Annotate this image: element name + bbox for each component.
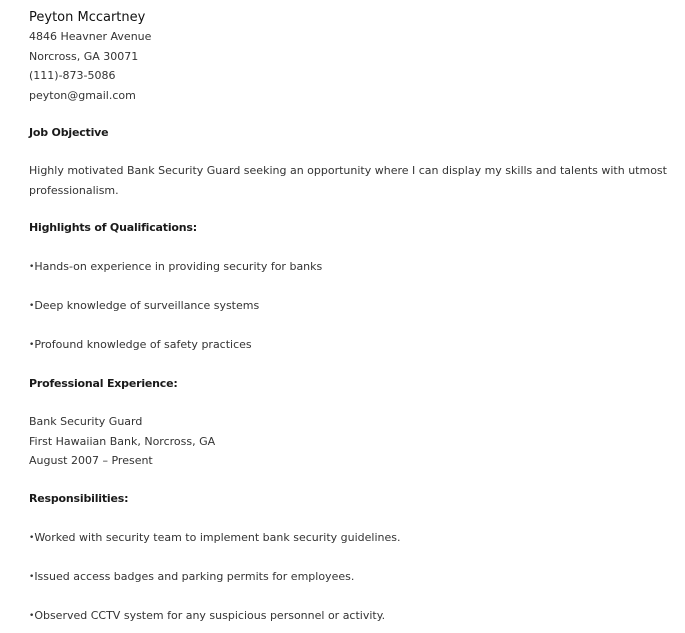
address-line-2: Norcross, GA 30071 bbox=[29, 49, 139, 63]
experience-heading: Professional Experience: bbox=[29, 377, 178, 390]
responsibilities-heading: Responsibilities: bbox=[29, 491, 129, 505]
responsibility-item bbox=[29, 530, 669, 546]
bullet-icon: • bbox=[29, 610, 35, 621]
candidate-name: Peyton Mccartney bbox=[29, 10, 146, 25]
job-title: Bank Security Guard bbox=[29, 415, 143, 428]
address-line-1: 4846 Heavner Avenue bbox=[29, 30, 152, 43]
responsibility-text: Issued access badges and parking permits for employees. bbox=[34, 569, 355, 583]
bullet-icon: • bbox=[29, 340, 35, 350]
responsibility-item bbox=[29, 569, 669, 585]
experience-entry bbox=[29, 412, 669, 471]
qualification-text: Profound knowledge of safety practices bbox=[34, 338, 252, 351]
email-address: peyton@gmail.com bbox=[29, 88, 136, 102]
qualifications-heading: Highlights of Qualifications: bbox=[29, 221, 197, 234]
company-location: First Hawaiian Bank, Norcross, GA bbox=[29, 434, 216, 448]
objective-text: Highly motivated Bank Security Guard seeking an opportunity where I can display my skills and talents with utmost professionalism. bbox=[29, 164, 667, 197]
qualification-text: Hands-on experience in providing security for banks bbox=[34, 260, 323, 273]
responsibility-text: Observed CCTV system for any suspicious personnel or activity. bbox=[34, 608, 386, 622]
bullet-icon: • bbox=[29, 301, 35, 311]
phone-number: (111)-873-5086 bbox=[29, 69, 116, 82]
resume-document bbox=[29, 8, 669, 624]
bullet-icon: • bbox=[29, 532, 35, 543]
qualification-item bbox=[29, 259, 669, 275]
qualification-item bbox=[29, 337, 669, 353]
qualification-item bbox=[29, 298, 669, 314]
bullet-icon: • bbox=[29, 262, 35, 272]
bullet-icon: • bbox=[29, 571, 35, 582]
contact-header bbox=[29, 8, 669, 105]
employment-dates: August 2007 – Present bbox=[29, 454, 153, 467]
qualification-text: Deep knowledge of surveillance systems bbox=[34, 299, 260, 312]
objective-heading: Job Objective bbox=[29, 126, 109, 139]
responsibility-text: Worked with security team to implement bank security guidelines. bbox=[34, 530, 401, 544]
responsibility-item bbox=[29, 608, 669, 624]
